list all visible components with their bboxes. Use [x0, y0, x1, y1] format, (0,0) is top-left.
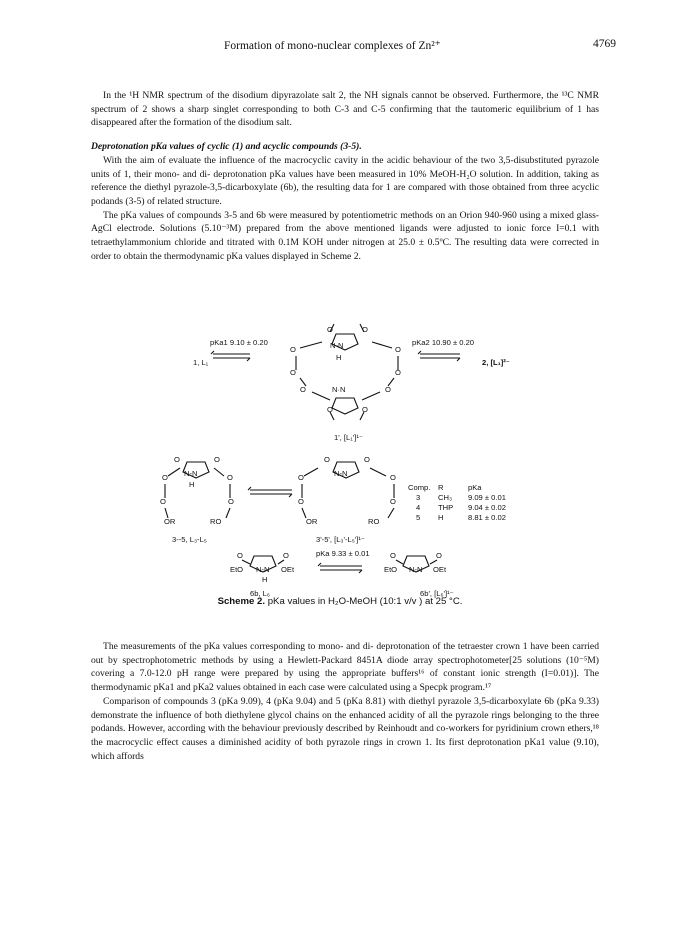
pka-table-header: Comp.	[408, 483, 431, 492]
atom-h: H	[262, 575, 268, 584]
atom-o: O	[214, 455, 220, 464]
text-block-top	[91, 89, 599, 263]
atom-o: O	[327, 325, 333, 334]
group-oet: OEt	[433, 565, 447, 574]
atom-o: O	[283, 551, 289, 560]
atom-o: O	[385, 385, 391, 394]
group-eto: EtO	[230, 565, 244, 574]
atom-o: O	[324, 455, 330, 464]
section-heading: Deprotonation pKa values of cyclic (1) and acyclic compounds (3-5).	[91, 141, 362, 153]
atom-o: O	[327, 405, 333, 414]
atom-nn: N-N	[184, 469, 198, 478]
pka-table-cell: THP	[438, 503, 454, 512]
group-or: OR	[306, 517, 318, 526]
atom-o: O	[364, 455, 370, 464]
label-compound-6b: 6b, L₆	[250, 589, 270, 598]
atom-nn: N-N	[330, 341, 344, 350]
scheme-caption	[0, 596, 680, 607]
atom-o: O	[162, 473, 168, 482]
group-oet: OEt	[281, 565, 295, 574]
atom-o: O	[298, 497, 304, 506]
atom-o: O	[390, 497, 396, 506]
pka-table-cell: H	[438, 513, 444, 522]
atom-nn: N·N	[332, 385, 346, 394]
paragraph-methods: The pKa values of compounds 3-5 and 6b were measured by potentiometric methods on an Orion 940-960 using a mixed glass-AgCl electrode. Solutions (5.10⁻³M) prepared from the above mentioned ligands were adjusted to ionic force I=0.1 with tetraethylammonium chloride and titrated with 0.1M KOH under nitrogen at 25.0 ± 0.5ºC. The resulting data were corrected in order to obtain the thermodynamic pKa values displayed in Scheme 2.	[91, 209, 599, 262]
podand-3-5	[160, 455, 234, 526]
paragraph-spectrophotometry: The measurements of the pKa values corresponding to mono- and di- deprotonation of the tetraester crown 1 have been carried out by spectrophotometric methods by using a Hewlett-Packard 8451A diode array spectrophotometer[25 solutions (10⁻⁵M) covering a 7.0-12.0 pH range were prepared by using the appropriate buffers¹⁶ of constant ionic strength (I=0.01)]. The thermodynamic pKa1 and pKa2 values obtained in each case were calculated using a Specpk program.¹⁷	[91, 641, 599, 694]
label-compound-3prime-5prime: 3'-5', [L₃'-L₅']¹⁻	[316, 535, 365, 544]
equilibrium-arrow-2	[418, 351, 460, 361]
text-block-bottom	[91, 640, 599, 763]
group-or: OR	[164, 517, 176, 526]
equilibrium-arrow-4	[318, 563, 362, 573]
ester-6bprime	[384, 551, 447, 574]
pka-table	[408, 483, 506, 522]
macrocycle-1prime	[290, 324, 401, 420]
group-ro: RO	[368, 517, 380, 526]
equilibrium-arrow-1	[211, 351, 250, 361]
paragraph-aim: With the aim of evaluate the influence of the macrocyclic cavity in the acidic behaviour of the two 3,5-disubstituted pyrazole units of 1, their mono- and di- deprotonation pKa values have been measured in 10% MeOH-H₂O solution. In addition, taking as reference the diethyl pyrazole-3,5-dicarboxylate (6b), the resulting data for 1 are compared with those obtained from three acyclic podands (3-5) of related structure.	[91, 154, 599, 207]
label-compound-6bprime: 6b', [L₆']¹⁻	[420, 589, 454, 598]
atom-o: O	[160, 497, 166, 506]
atom-o: O	[390, 473, 396, 482]
atom-nn: N-N	[334, 469, 348, 478]
podand-3prime-5prime	[298, 455, 396, 526]
ester-6b	[230, 551, 295, 584]
group-eto: EtO	[384, 565, 398, 574]
atom-o: O	[290, 345, 296, 354]
page-header	[0, 38, 680, 54]
atom-o: O	[237, 551, 243, 560]
atom-h: H	[189, 480, 195, 489]
scheme-2	[0, 320, 680, 632]
atom-o: O	[395, 368, 401, 377]
pka-6b-label: pKa 9.33 ± 0.01	[316, 549, 370, 558]
atom-o: O	[227, 473, 233, 482]
atom-o: O	[395, 345, 401, 354]
atom-nn: N-N	[256, 565, 270, 574]
paragraph-nmr: In the ¹H NMR spectrum of the disodium dipyrazolate salt 2, the NH signals cannot be observed. Furthermore, the ¹³C NMR spectrum of 2 shows a sharp singlet corresponding to both C-3 and C-5 confirming that the tautomeric equilibrium of 1 has disappeared after the formation of the disodium salt.	[91, 90, 599, 129]
pka-table-cell: 9.09 ± 0.01	[468, 493, 506, 502]
pka1-label: pKa1 9.10 ± 0.20	[210, 338, 268, 347]
atom-o: O	[298, 473, 304, 482]
pka-table-cell: 8.81 ± 0.02	[468, 513, 506, 522]
pka-table-header: pKa	[468, 483, 482, 492]
label-compound-1prime: 1', [L₁']¹⁻	[334, 433, 363, 442]
atom-o: O	[436, 551, 442, 560]
label-compound-1: 1, L₁	[193, 358, 209, 367]
atom-o: O	[390, 551, 396, 560]
label-compound-3-5: 3--5, L₃-L₅	[172, 535, 207, 544]
atom-o: O	[362, 325, 368, 334]
paragraph-comparison: Comparison of compounds 3 (pKa 9.09), 4 (pKa 9.04) and 5 (pKa 8.81) with diethyl pyrazole 3,5-dicarboxylate 6b (pKa 9.33) demonstrate the influence of both diethylene glycol chains on the enhanced acidity of all the pyrazole rings belonging to the three podands. However, according with the behaviour previously described by Reinhoudt and co-workers for pyridinium crown ethers,¹⁸ the macrocyclic effect causes a diminished acidity of both pyrazole rings in crown 1. Its first deprotonation pKa1 value (9.10), which affords	[91, 695, 599, 762]
scheme-drawing	[0, 320, 680, 600]
atom-o: O	[228, 497, 234, 506]
pka-table-cell: 9.04 ± 0.02	[468, 503, 506, 512]
atom-nn: N-N	[409, 565, 423, 574]
pka-table-cell: 4	[416, 503, 421, 512]
atom-o: O	[174, 455, 180, 464]
equilibrium-arrow-3	[248, 487, 292, 497]
pka2-label: pKa2 10.90 ± 0.20	[412, 338, 475, 347]
group-ro: RO	[210, 517, 222, 526]
caption-label: Scheme 2.	[217, 596, 266, 607]
atom-h: H	[336, 353, 342, 362]
label-compound-2: 2, [L₁]²⁻	[482, 358, 510, 367]
atom-o: O	[362, 405, 368, 414]
pka-table-cell: CH₃	[438, 493, 453, 502]
page-number: 4769	[593, 38, 616, 50]
pka-table-cell: 3	[416, 493, 421, 502]
pka-table-header: R	[438, 483, 444, 492]
pka-table-cell: 5	[416, 513, 421, 522]
caption-text: pKa values in H₂O-MeOH (10:1 v/v ) at 25 °C.	[267, 596, 463, 607]
running-title: Formation of mono-nuclear complexes of Zn²⁺	[224, 40, 441, 52]
atom-o: O	[300, 385, 306, 394]
atom-o: O	[290, 368, 296, 377]
